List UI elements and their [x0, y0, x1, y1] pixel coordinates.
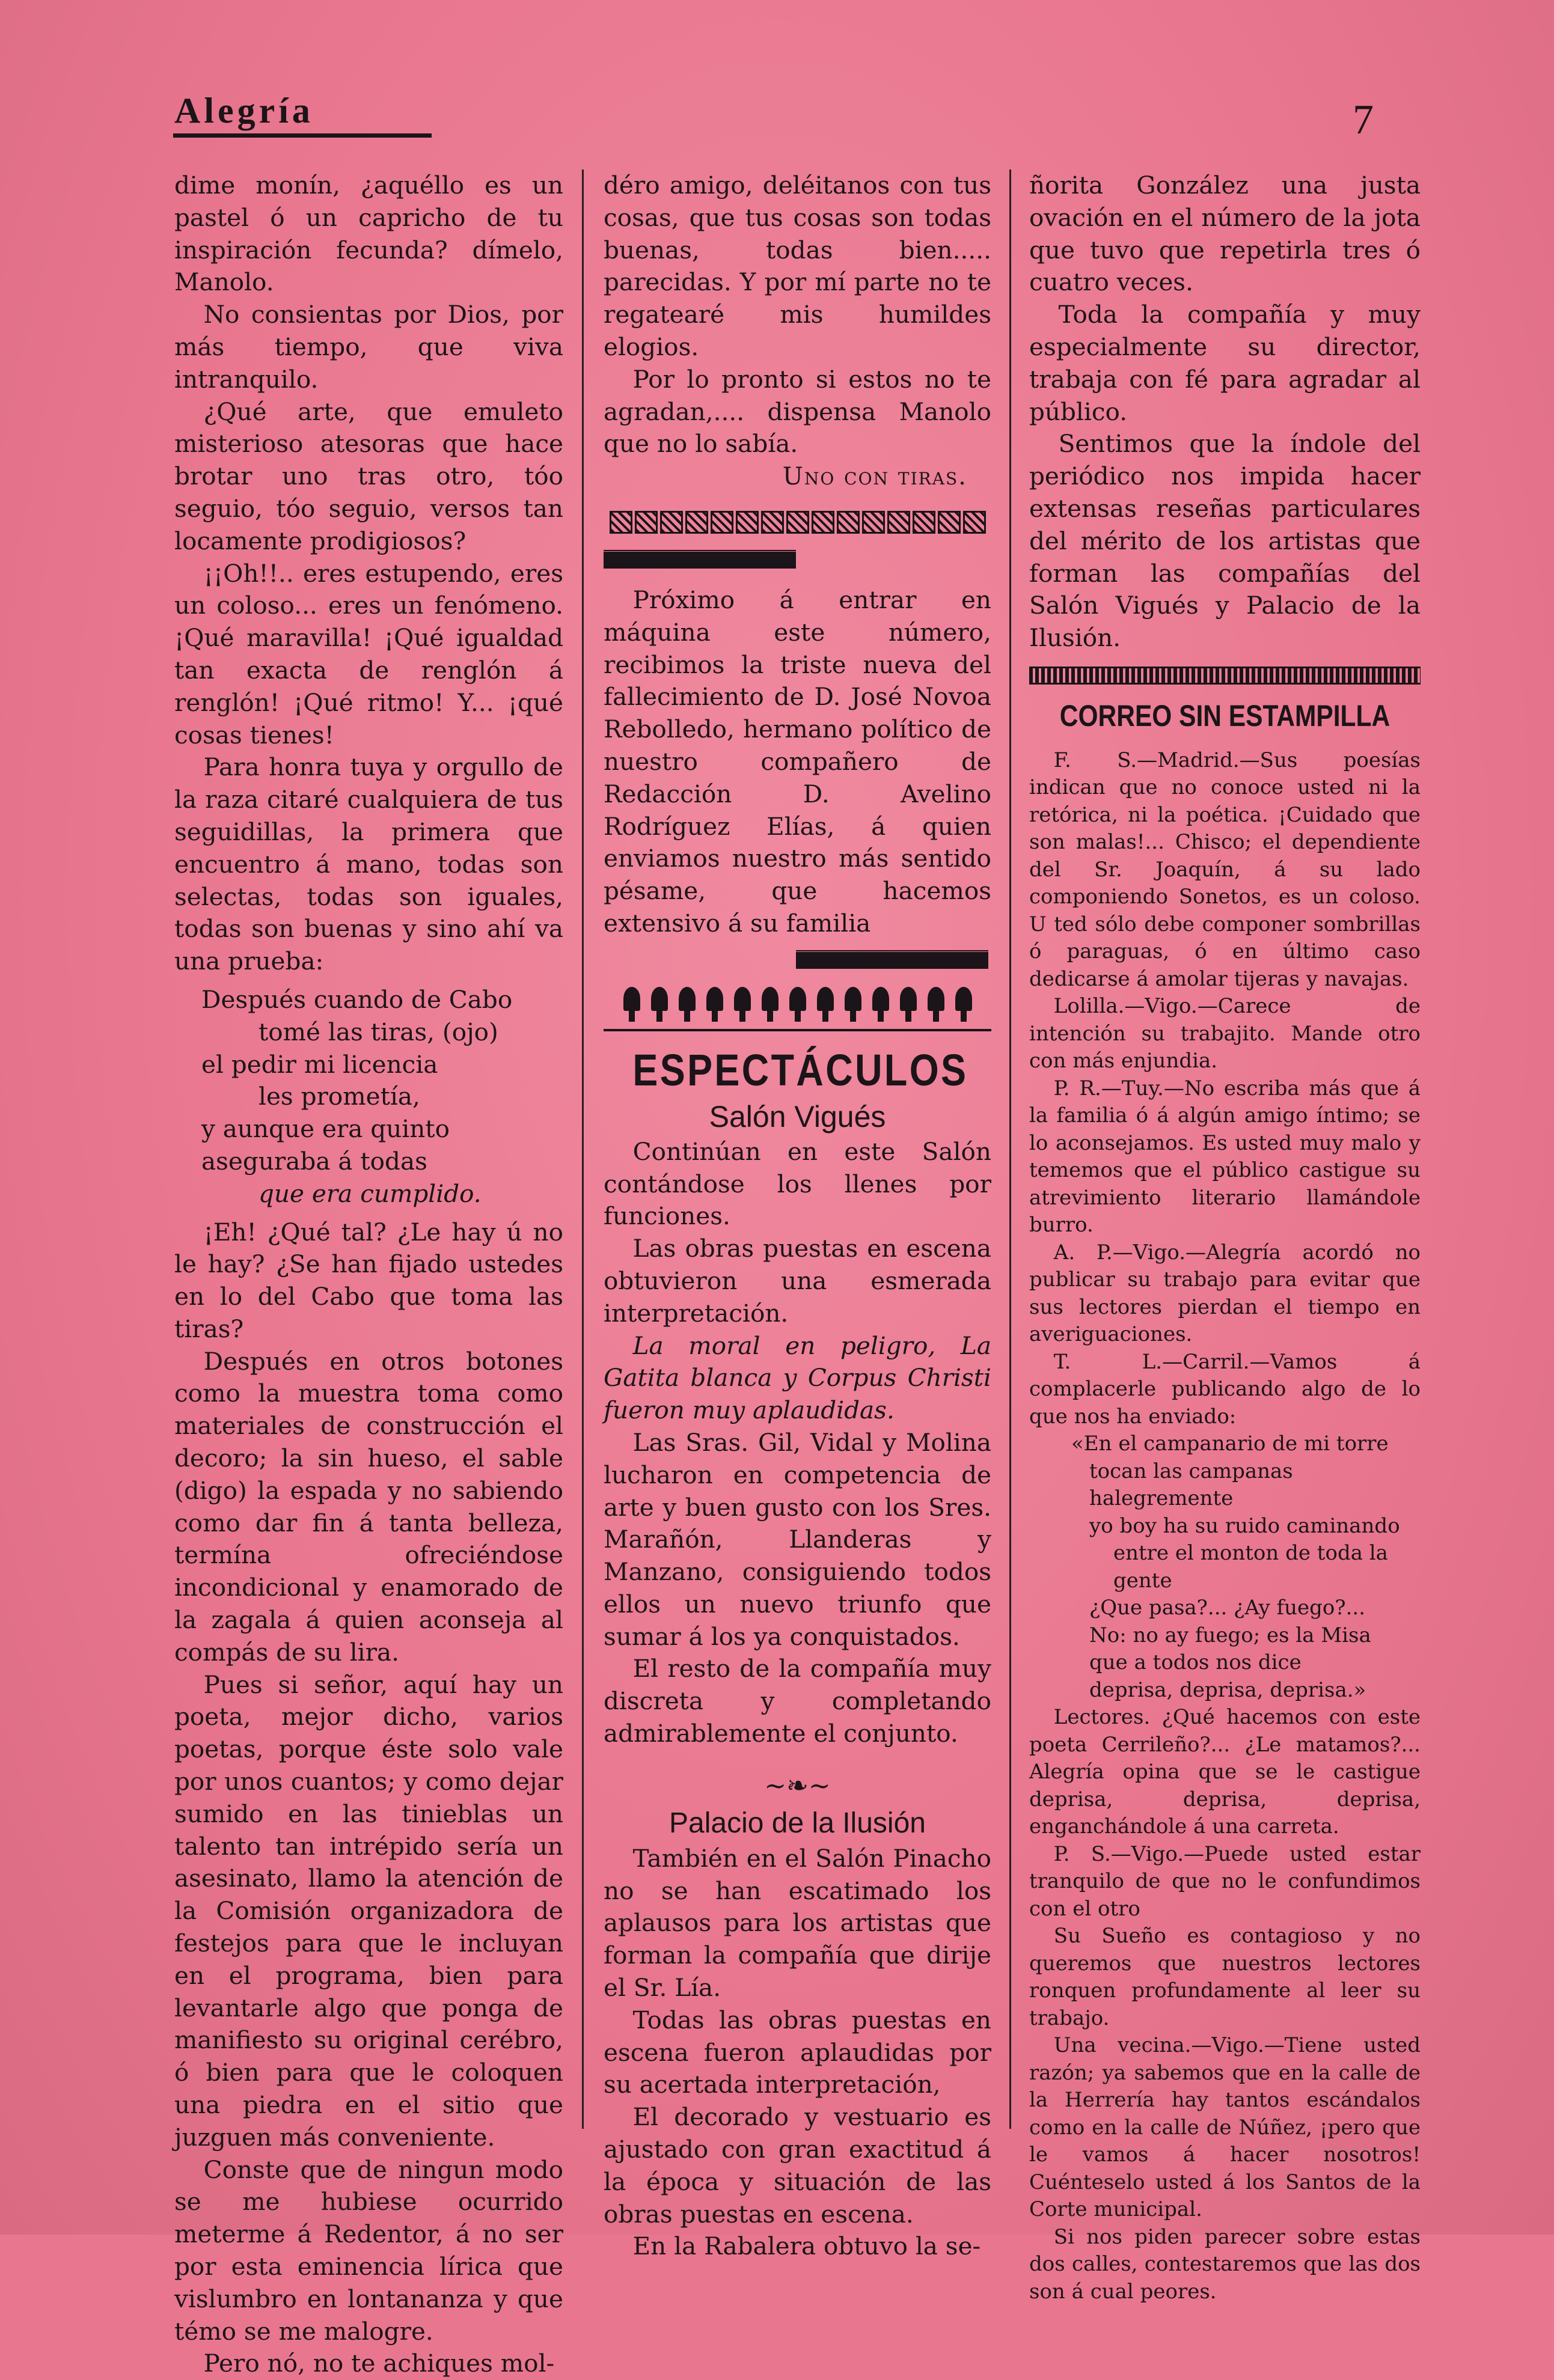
correo-section: [1029, 747, 1421, 2306]
page-number: 7: [1353, 97, 1374, 143]
verse-line: aseguraba á todas: [201, 1146, 427, 1176]
palmette-icon: [703, 987, 727, 1023]
paragraph: ¡Eh! ¿Qué tal? ¿Le hay ú no le hay? ¿Se han fijado ustedes en lo del Cabo que toma las tiras?: [174, 1217, 563, 1343]
correo-entry: T. L.—Carril.—Vamos á complacerle publicando algo de lo que nos ha enviado:: [1029, 1349, 1421, 1429]
paragraph: El decorado y vestuario es ajustado con gran exactitud á la época y situación de las obras puestas en escena.: [604, 2102, 991, 2229]
palmette-icon: [952, 987, 976, 1023]
ornament-icon: [812, 511, 834, 534]
palmette-icon: [730, 987, 754, 1023]
paragraph: Para honra tuya y orgullo de la raza citaré cualquiera de tus seguidillas, la primera que encuentro á mano, todas son selectas, todas son iguales, todas son buenas y sino ahí va una prueba:: [174, 752, 563, 976]
obituary-notice: Próximo á entrar en máquina este número, recibimos la triste nueva del fallecimiento de D. José Novoa Rebolledo, hermano político de nuestro compañero de Redacción D. Avelino Rodríguez Elías, á quien enviamos nuestro más sentido pésame, que hacemos extensivo á su familia: [604, 585, 991, 938]
scroll-ornament-icon: ~❧~: [764, 1770, 831, 1801]
ornament-icon: [938, 511, 961, 534]
paragraph: Pero nó, no te achiques mol-: [203, 2349, 555, 2378]
ornament-icon: [761, 511, 784, 534]
mourning-bar: [604, 549, 796, 569]
poem-line: entre el monton de toda la gente: [1113, 1541, 1388, 1593]
masthead: Alegría: [174, 91, 314, 130]
correo-entry: P. R.—Tuy.—No escriba más que á la familia ó á algún amigo íntimo; se lo aconsejamos. Es usted muy malo y tememos que el público castigue su atrevimiento literario llamándole burro.: [1029, 1076, 1421, 1237]
correo-entry: Su Sueño es contagioso y no queremos que nuestros lectores ronquen profundamente al leer su trabajo.: [1029, 1924, 1421, 2030]
poem-line: No: no ay fuego; es la Misa: [1089, 1623, 1371, 1647]
paragraph: Conste que de ningun modo se me hubiese ocurrido meterme á Redentor, á no ser por esta eminencia lírica que vislumbro en lontananza y que témo se me malogre.: [174, 2155, 563, 2346]
paragraph: ¡¡Oh!!.. eres estupendo, eres un coloso... eres un fenómeno. ¡Qué maravilla! ¡Qué igualdad tan exacta de renglón á renglón! ¡Qué ritmo! Y... ¡qué cosas tienes!: [174, 558, 563, 749]
paragraph: También en el Salón Pinacho no se han escatimado los aplausos para los artistas que forman la compañía que dirije el Sr. Lía.: [604, 1843, 991, 2003]
palmette-icon: [869, 987, 893, 1023]
palmette-icon: [841, 987, 865, 1023]
paragraph: dime monín, ¿aquéllo es un pastel ó un capricho de tu inspiración fecunda? dímelo, Manolo.: [174, 171, 563, 297]
palmette-icon: [896, 987, 920, 1023]
ornament-icon: [963, 511, 986, 534]
poem-line: deprisa, deprisa, deprisa.»: [1089, 1677, 1366, 1702]
poem-line: ¿Que pasa?... ¿Ay fuego?...: [1089, 1596, 1366, 1620]
verse-line: que era cumplido.: [258, 1179, 482, 1208]
correo-title: CORREO SIN ESTAMPILLA: [1059, 698, 1390, 733]
column-2: [604, 169, 991, 2261]
paragraph: El resto de la compañía muy discreta y completando admirablemente el conjunto.: [604, 1654, 991, 1748]
column-1: [174, 169, 563, 2378]
correo-entry: Lectores. ¿Qué hacemos con este poeta Cerrileño?... ¿Le matamos?... Alegría opina que se le castigue deprisa, deprisa, deprisa, enganchándole á una carreta.: [1029, 1705, 1421, 1839]
subsection-title: Palacio de la Ilusión: [669, 1807, 926, 1839]
correo-entry: A. P.—Vigo.—Alegría acordó no publicar su trabajo para evitar que sus lectores pierdan el tiempo en averiguaciones.: [1029, 1240, 1421, 1347]
seguidilla-verse: [174, 984, 563, 1210]
ornament-icon: [786, 511, 809, 534]
ornament-icon: [913, 511, 935, 534]
dotted-rule: [1029, 667, 1421, 685]
palmette-border: [604, 987, 991, 1031]
poem-line: que a todos nos dice: [1089, 1650, 1302, 1675]
ornament-icon: [711, 511, 733, 534]
ornament-icon: [862, 511, 885, 534]
verse-line: el pedir mi licencia: [201, 1049, 438, 1079]
palmette-icon: [813, 987, 837, 1023]
paragraph: Las obras puestas en escena obtuvieron una esmerada interpretación.: [604, 1234, 991, 1328]
paragraph: Sentimos que la índole del periódico nos impida hacer extensas reseñas particulares del mérito de los artistas que forman las compañías del Salón Vigués y Palacio de la Ilusión.: [1029, 429, 1421, 653]
palmette-icon: [620, 987, 644, 1023]
correo-entry: Lolilla.—Vigo.—Carece de intención su trabajito. Mande otro con más enjundia.: [1029, 994, 1421, 1073]
palmette-icon: [675, 987, 699, 1023]
mourning-bar: [796, 950, 988, 969]
paragraph: Toda la compañía y muy especialmente su director, trabaja con fé para agradar al público.: [1029, 300, 1421, 426]
palmette-icon: [647, 987, 671, 1023]
verse-line: y aunque era quinto: [201, 1114, 450, 1144]
ornament-border: [604, 511, 991, 541]
ornament-icon: [736, 511, 759, 534]
column-3: [1029, 169, 1421, 2304]
paragraph: Continúan en este Salón contándose los llenes por funciones.: [604, 1137, 991, 1231]
ornament-icon: [685, 511, 708, 534]
paragraph: No consientas por Dios, por más tiempo, que viva intranquilo.: [174, 300, 563, 394]
paragraph: Las Sras. Gil, Vidal y Molina lucharon en competencia de arte y buen gusto con los Sres. Marañón, Llanderas y Manzano, consiguiendo todos ellos un nuevo triunfo que sumar á los ya conquistados.: [604, 1427, 991, 1651]
paragraph: Pues si señor, aquí hay un poeta, mejor dicho, varios poetas, porque éste solo vale por unos cuantos; y como dejar sumido en las tinieblas un talento tan intrépido sería un asesinato, llamo la atención de la Comisión organizadora de festejos para que le incluyan en el programa, bien para levantarle algo que ponga de manifiesto su original cerébro, ó bien para que le coloquen una piedra en el sitio que juzguen más conveniente.: [174, 1670, 563, 2152]
verse-line: Después cuando de Cabo: [201, 984, 513, 1014]
paragraph: En la Rabalera obtuvo la se-: [632, 2232, 981, 2261]
correo-entry: P. S.—Vigo.—Puede usted estar tranquilo de que no le confundimos con el otro: [1029, 1841, 1421, 1921]
masthead-rule: [173, 133, 432, 138]
palmette-icon: [924, 987, 948, 1023]
paragraph: déro amigo, deléitanos con tus cosas, que tus cosas son todas buenas, todas bien..... parecidas. Y por mí parte no te regatearé mis humildes elogios.: [604, 171, 991, 361]
ornament-icon: [610, 511, 632, 534]
correo-entry: Una vecina.—Vigo.—Tiene usted razón; ya sabemos que en la calle de la Herrería hay tantos escándalos como en la calle de Núñez, ¡pero que le vamos á hacer nosotros! Cuénteselo usted á los Santos de la Corte municipal.: [1029, 2033, 1421, 2222]
ornament-icon: [660, 511, 683, 534]
palmette-icon: [758, 987, 782, 1023]
poem-line: yo boy ha su ruido caminando: [1089, 1513, 1400, 1538]
palmette-icon: [786, 987, 810, 1023]
correo-entry: F. S.—Madrid.—Sus poesías indican que no conoce usted ni la retórica, ni la poética. ¡Cuidado que son malas!... Chisco; el dependiente del Sr. Joaquín, á su lado componiendo Sonetos, es un coloso. U ted sólo debe componer sombrillas ó paraguas, ó en último caso dedicarse á amolar tijeras y navajas.: [1029, 748, 1421, 991]
poem-line: tocan las campanas halegremente: [1089, 1459, 1293, 1511]
paragraph: Todas las obras puestas en escena fueron aplaudidas por su acertada interpretación,: [604, 2005, 991, 2099]
column-rule-1: [582, 169, 584, 2129]
verse-line: tomé las tiras, (ojo): [258, 1017, 498, 1046]
paragraph: Por lo pronto si estos no te agradan,.... dispensa Manolo que no lo sabía.: [604, 364, 991, 459]
poem-line: «En el campanario de mi torre: [1071, 1432, 1389, 1456]
ornament-icon: [887, 511, 910, 534]
correo-entry: Si nos piden parecer sobre estas dos calles, contestaremos que las dos son á cual peores.: [1029, 2224, 1421, 2304]
subsection-title: Salón Vigués: [709, 1099, 886, 1134]
ornament-icon: [837, 511, 860, 534]
column-rule-2: [1009, 169, 1011, 2129]
paragraph: ¿Qué arte, que emuleto misterioso atesoras que hace brotar uno tras otro, tóo seguio, tóo seguio, versos tan locamente prodigiosos?: [174, 397, 563, 555]
signature: Uno con tiras.: [782, 462, 967, 491]
ornament-icon: [635, 511, 658, 534]
paragraph: Después en otros botones como la muestra toma como materiales de construcción el decoro; la sin hueso, el sable (digo) la espada y no sabiendo como dar fin á tanta belleza, termína ofreciéndose incondicional y enamorado de la zagala á quien aconseja al compás de su lira.: [174, 1346, 563, 1667]
paragraph: La moral en peligro, La Gatita blanca y Corpus Christi fueron muy aplaudidas.: [604, 1331, 991, 1425]
section-title: ESPECTÁCULOS: [632, 1045, 968, 1095]
verse-line: les prometía,: [258, 1082, 420, 1111]
paragraph: ñorita González una justa ovación en el número de la jota que tuvo que repetirla tres ó cuatro veces.: [1029, 171, 1421, 297]
